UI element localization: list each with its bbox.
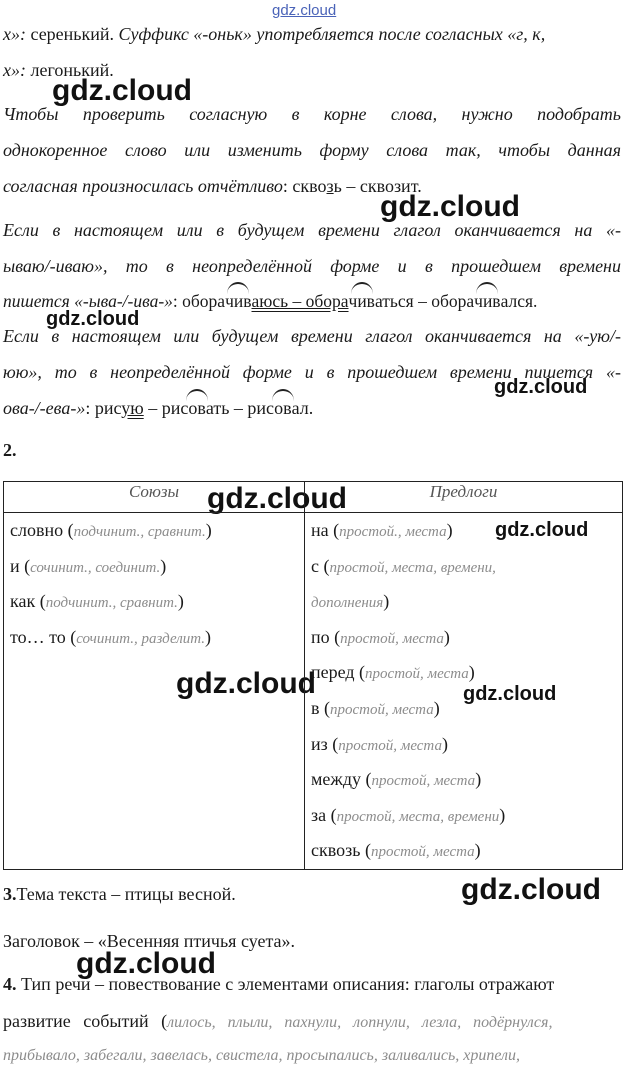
- text-fragment: юю», то в неопределённой форме и в прошедшем времени пишется «-: [3, 362, 621, 382]
- table-row: в (простой, места): [311, 697, 440, 718]
- watermark: gdz.cloud: [495, 519, 589, 541]
- text-fragment: ался.: [500, 291, 538, 311]
- text-fragment: х»:: [3, 60, 26, 80]
- preposition-word: на: [311, 520, 329, 540]
- conjunctions-column: [4, 513, 305, 870]
- table-row: с (простой, места, времени,: [311, 555, 496, 576]
- preposition-word: за: [311, 804, 327, 825]
- prepositions-column: [305, 513, 623, 870]
- text-fragment: х»:: [3, 24, 26, 44]
- text-fragment: легонький.: [25, 60, 114, 80]
- watermark: gdz.cloud: [52, 74, 192, 107]
- text-fragment: Тема текста – птицы весной.: [16, 884, 236, 904]
- watermark: gdz.cloud: [176, 667, 316, 700]
- section-3-number: 3.: [3, 884, 17, 904]
- text-fragment: согласная произносилась отчётливо: [3, 176, 283, 196]
- preposition-note: дополнения: [311, 595, 384, 612]
- ending-mark: ую: [121, 398, 144, 418]
- preposition-word: из: [311, 733, 328, 754]
- text-fragment: однокоренное слово или изменить форму слова так, чтобы данная: [3, 140, 621, 160]
- preposition-note: простой., места: [339, 524, 447, 540]
- text-fragment: аюсь – обора: [251, 291, 349, 311]
- paragraph-3-line-3: [3, 289, 621, 313]
- text-fragment: ова-/-ева-»: [3, 398, 86, 418]
- text-fragment: лилось, плыли, пахнули, лопнули, лезла, подёрнулся,: [167, 1014, 553, 1031]
- section-3-title-line: Заголовок – «Весенняя птичья суета».: [3, 931, 296, 951]
- conjunctions-prepositions-table: [3, 481, 623, 870]
- watermark: gdz.cloud: [76, 947, 216, 980]
- text-fragment: : рис: [85, 398, 122, 418]
- conjunction-note: сочинит., разделит.: [76, 630, 206, 647]
- table-row: на (простой., места): [311, 520, 453, 540]
- preposition-word: между: [311, 769, 361, 790]
- section-3-theme: [3, 882, 621, 906]
- preposition-note: простой, места: [338, 737, 442, 754]
- suffix-mark: чив: [474, 291, 501, 311]
- text-fragment: Если в настоящем или будущем времени глагол оканчивается на «-ую/-: [3, 326, 621, 346]
- table-row: дополнения): [311, 591, 390, 612]
- table-row: то… то (сочинит., разделит.): [10, 626, 212, 647]
- text-fragment: развитие событий (: [3, 1011, 168, 1031]
- text-fragment: : скво: [282, 176, 327, 196]
- table-row: по (простой, места): [311, 626, 450, 647]
- paragraph-4-line-3: [3, 396, 621, 420]
- suffix-mark: чив: [348, 291, 375, 311]
- text-fragment: ываю/-иваю», то в неопределённой форме и в прошедшем времени: [3, 256, 621, 276]
- preposition-note: простой, места: [370, 844, 475, 861]
- preposition-word: сквозь: [311, 840, 361, 861]
- paragraph-1-line-1: [3, 22, 621, 46]
- watermark: gdz.cloud: [463, 683, 557, 705]
- table-row: словно (подчинит., сравнит.): [10, 520, 212, 540]
- conjunction-word: как: [10, 591, 36, 612]
- preposition-word: по: [311, 626, 330, 647]
- conjunction-word: то… то: [10, 626, 66, 647]
- text-fragment: : обора: [172, 291, 226, 311]
- watermark: gdz.cloud: [46, 308, 140, 330]
- text-fragment: ать – рис: [205, 398, 275, 418]
- text-fragment: – рис: [143, 398, 189, 418]
- table-row: как (подчинит., сравнит.): [10, 591, 184, 612]
- underlined-letter: з: [326, 176, 334, 196]
- section-4-line-2: [3, 1009, 621, 1035]
- header-conjunctions: Союзы: [4, 482, 305, 513]
- preposition-note: простой, места: [371, 773, 476, 790]
- text-fragment: прибывало, забегали, завелась, свистела, просыпались, заливались, хрипели,: [3, 1047, 521, 1064]
- text-fragment: серенький.: [25, 24, 119, 44]
- section-4-number: 4.: [3, 974, 17, 994]
- text-fragment: Тип речи – повествование с элементами описания: глаголы отражают: [16, 974, 555, 994]
- text-fragment: ал.: [291, 398, 314, 418]
- section-2-number: 2.: [3, 440, 17, 460]
- conjunction-word: словно: [10, 520, 64, 540]
- section-4-line-3: [3, 1042, 621, 1068]
- conjunction-note: сочинит., соединит.: [30, 559, 161, 576]
- preposition-word: с: [311, 555, 319, 576]
- text-fragment: ь – сквозит.: [333, 176, 422, 196]
- watermark-top[interactable]: gdz.cloud: [272, 2, 337, 19]
- paragraph-3-line-2: [3, 254, 621, 278]
- preposition-word: перед: [311, 662, 355, 683]
- paragraph-4-line-2: [3, 360, 621, 384]
- paragraph-3-line-1: [3, 218, 621, 242]
- watermark: gdz.cloud: [207, 482, 347, 515]
- conjunction-word: и: [10, 555, 20, 576]
- table-row: перед (простой, места): [311, 662, 475, 683]
- table-row: из (простой, места): [311, 733, 448, 754]
- text-fragment: аться – обора: [374, 291, 475, 311]
- suffix-mark: ов: [188, 398, 206, 418]
- watermark: gdz.cloud: [494, 376, 588, 398]
- text-fragment: Суффикс «-оньк» употребляется после согласных «г, к,: [118, 24, 546, 44]
- conjunction-note: подчинит., сравнит.: [45, 595, 178, 612]
- watermark: gdz.cloud: [461, 873, 601, 906]
- preposition-note: простой, места: [340, 630, 444, 647]
- table-row: и (сочинит., соединит.): [10, 555, 167, 576]
- paragraph-4-line-1: [3, 324, 621, 348]
- suffix-mark: чив: [225, 291, 252, 311]
- paragraph-2-line-1: [3, 102, 621, 126]
- preposition-note: простой, места, времени,: [329, 559, 496, 576]
- preposition-note: простой, места: [330, 701, 434, 718]
- paragraph-2-line-3: [3, 174, 621, 198]
- preposition-note: простой, места, времени: [336, 808, 500, 825]
- table-row: сквозь (простой, места): [311, 840, 481, 861]
- watermark: gdz.cloud: [380, 190, 520, 223]
- table-row: между (простой, места): [311, 769, 482, 790]
- header-prepositions: Предлоги: [305, 482, 623, 513]
- suffix-mark: ов: [274, 398, 292, 418]
- table-row: за (простой, места, времени): [311, 804, 506, 825]
- text-fragment: Чтобы проверить согласную в корне слова, нужно подобрать: [3, 104, 621, 124]
- paragraph-1-line-2: [3, 58, 621, 82]
- conjunction-note: подчинит., сравнит.: [73, 524, 206, 540]
- preposition-word: в: [311, 697, 320, 718]
- preposition-note: простой, места: [365, 666, 469, 683]
- text-fragment: Если в настоящем или в будущем времени глагол оканчивается на «-: [3, 220, 621, 240]
- text-fragment: пишется «-ыва-/-ива-»: [3, 291, 173, 311]
- paragraph-2-line-2: [3, 138, 621, 162]
- section-4-line-1: [3, 972, 621, 996]
